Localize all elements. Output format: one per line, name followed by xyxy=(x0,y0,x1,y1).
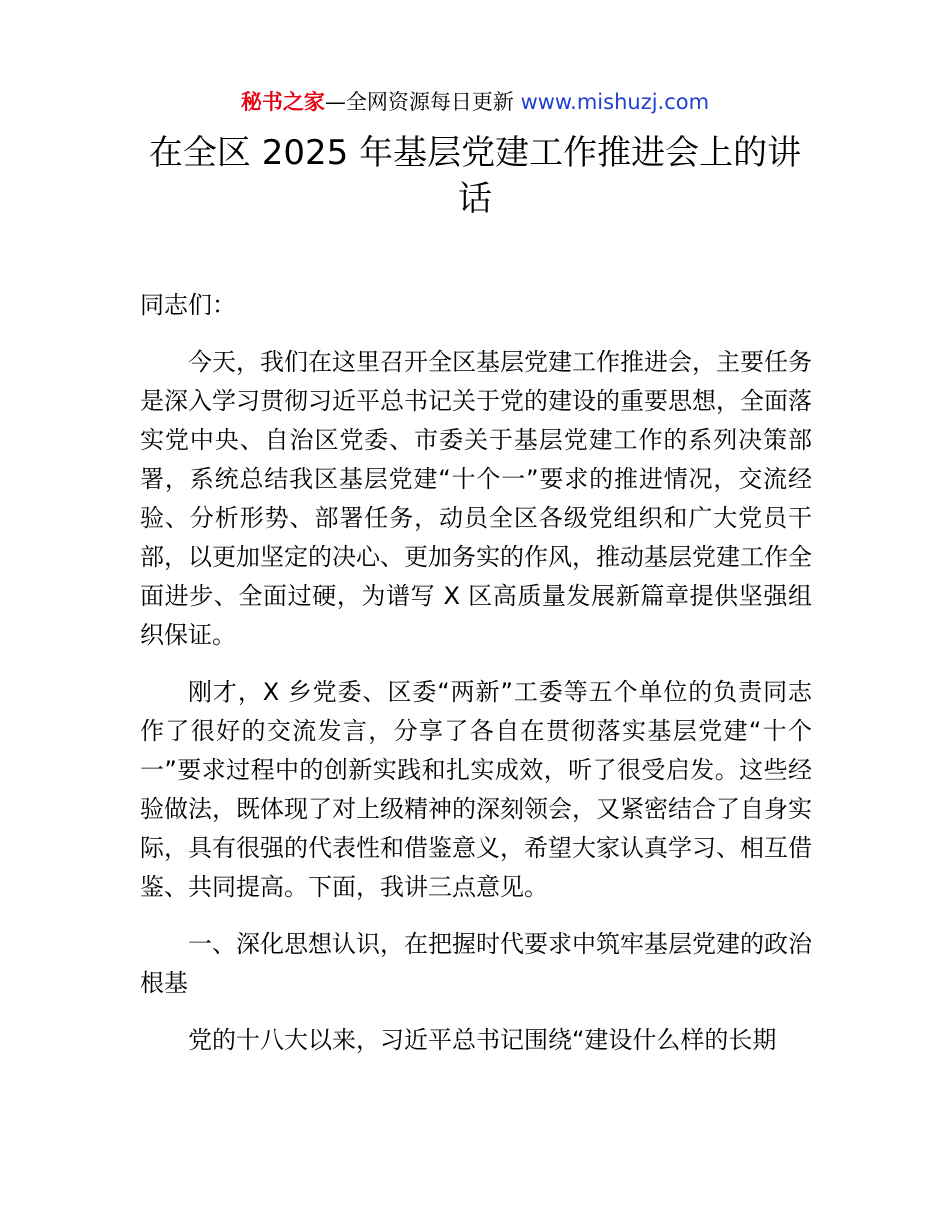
site-url-link[interactable]: www.mishuzj.com xyxy=(520,90,710,114)
paragraph-exchange: 刚才，X 乡党委、区委“两新”工委等五个单位的负责同志作了很好的交流发言，分享了各自在贯彻落实基层党建“十个一”要求过程中的创新实践和扎实成效，听了很受启发。这些经验做法，既体现了对上级精神的深刻领会，又紧密结合了自身实际，具有很强的代表性和借鉴意义，希望大家认真学习、相互借鉴、共同提高。下面，我讲三点意见。 xyxy=(140,678,812,901)
paragraph-section-1: 党的十八大以来，习近平总书记围绕“建设什么样的长期 xyxy=(188,1026,777,1054)
site-tagline: —全网资源每日更新 xyxy=(324,90,521,114)
paragraph-intro: 今天，我们在这里召开全区基层党建工作推进会，主要任务是深入学习贯彻习近平总书记关于党的建设的重要思想，全面落实党中央、自治区党委、市委关于基层党建工作的系列决策部署，系统总结我区基层党建“十个一”要求的推进情况，交流经验、分析形势、部署任务，动员全区各级党组织和广大党员干部，以更加坚定的决心、更加务实的作风，推动基层党建工作全面进步、全面过硬，为谱写 X 区高质量发展新篇章提供坚强组织保证。 xyxy=(140,348,812,649)
document-title: 在全区 2025 年基层党建工作推进会上的讲话 xyxy=(148,133,802,219)
greeting: 同志们： xyxy=(140,291,236,319)
document-body xyxy=(140,286,812,1078)
site-header xyxy=(0,88,950,116)
site-name: 秘书之家 xyxy=(240,90,325,114)
section-heading-1: 一、深化思想认识，在把握时代要求中筑牢基层党建的政治根基 xyxy=(140,930,812,997)
